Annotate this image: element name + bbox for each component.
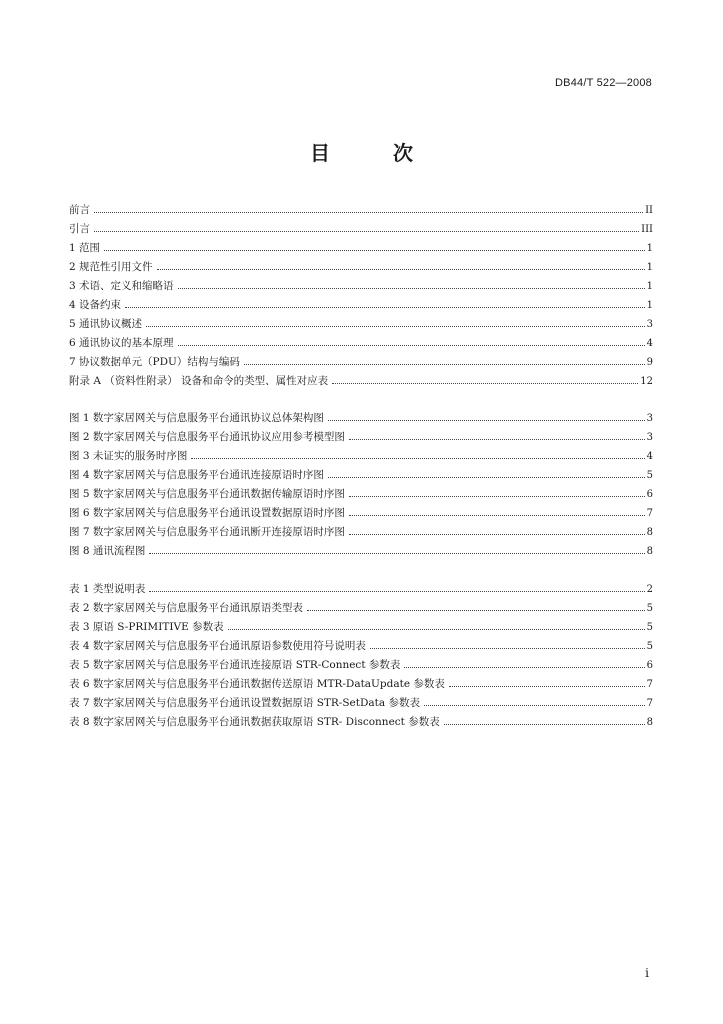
toc-entry-page: 5 xyxy=(646,641,653,652)
toc-entry-label: 3 术语、定义和缩略语 xyxy=(69,280,174,292)
page-title: 目 次 xyxy=(310,141,441,165)
toc-figure-entry[interactable] xyxy=(69,505,653,524)
toc-table-entry[interactable] xyxy=(69,714,653,733)
dot-leader xyxy=(125,307,645,308)
dot-leader xyxy=(149,553,644,554)
dot-leader xyxy=(404,667,644,668)
toc-entry-label: 2 规范性引用文件 xyxy=(69,261,153,273)
toc-figure-entry[interactable] xyxy=(69,486,653,505)
toc-entry-label: 前言 xyxy=(69,204,90,216)
toc-entry-page: 1 xyxy=(646,281,653,292)
toc-entry-label: 表 7 数字家居网关与信息服务平台通讯设置数据原语 STR-SetData 参数表 xyxy=(69,697,420,709)
dot-leader xyxy=(178,288,645,289)
toc-entry-label: 图 3 未证实的服务时序图 xyxy=(69,450,188,462)
toc-entry-label: 附录 A （资料性附录） 设备和命令的类型、属性对应表 xyxy=(69,375,329,387)
toc-entry[interactable] xyxy=(69,297,653,316)
dot-leader xyxy=(444,724,645,725)
toc-entry-label: 表 8 数字家居网关与信息服务平台通讯数据获取原语 STR- Disconnect 参数表 xyxy=(69,716,440,728)
toc-entry-page: 1 xyxy=(646,262,653,273)
toc-main-section xyxy=(69,202,653,392)
toc-entry-page: 3 xyxy=(646,413,653,424)
toc-entry-page: 7 xyxy=(646,679,653,690)
toc-entry-label: 表 2 数字家居网关与信息服务平台通讯原语类型表 xyxy=(69,602,303,614)
toc-entry-page: II xyxy=(645,205,653,216)
toc-entry-label: 表 6 数字家居网关与信息服务平台通讯数据传送原语 MTR-DataUpdate 参数表 xyxy=(69,678,445,690)
toc-entry-page: 6 xyxy=(646,489,653,500)
toc-table-entry[interactable] xyxy=(69,695,653,714)
toc-entry-page: 5 xyxy=(646,470,653,481)
toc-entry-label: 图 4 数字家居网关与信息服务平台通讯连接原语时序图 xyxy=(69,469,324,481)
toc-table-entry[interactable] xyxy=(69,581,653,600)
toc-entry-page: 6 xyxy=(646,660,653,671)
toc-entry[interactable] xyxy=(69,354,653,373)
toc-entry-page: 7 xyxy=(646,698,653,709)
toc-entry-page: 8 xyxy=(646,527,653,538)
standard-code: DB44/T 522—2008 xyxy=(555,77,652,89)
toc-tables-section xyxy=(69,581,653,733)
dot-leader xyxy=(424,705,645,706)
dot-leader xyxy=(328,420,645,421)
toc-figure-entry[interactable] xyxy=(69,543,653,562)
toc-entry-page: 1 xyxy=(646,243,653,254)
dot-leader xyxy=(349,515,645,516)
dot-leader xyxy=(191,458,644,459)
toc-entry-page: 8 xyxy=(646,717,653,728)
toc-entry[interactable] xyxy=(69,221,653,240)
toc-table-entry[interactable] xyxy=(69,676,653,695)
toc-table-entry[interactable] xyxy=(69,657,653,676)
toc-table-entry[interactable] xyxy=(69,600,653,619)
toc-entry-label: 1 范围 xyxy=(69,242,101,254)
dot-leader xyxy=(449,686,645,687)
toc-entry-label: 7 协议数据单元（PDU）结构与编码 xyxy=(69,356,240,368)
toc-entry[interactable] xyxy=(69,335,653,354)
dot-leader xyxy=(149,591,644,592)
toc-entry-page: 7 xyxy=(646,508,653,519)
toc-entry-page: 3 xyxy=(646,319,653,330)
toc-figure-entry[interactable] xyxy=(69,410,653,429)
toc-entry-label: 6 通讯协议的基本原理 xyxy=(69,337,174,349)
dot-leader xyxy=(244,364,645,365)
toc-entry[interactable] xyxy=(69,278,653,297)
toc-entry-label: 图 6 数字家居网关与信息服务平台通讯设置数据原语时序图 xyxy=(69,507,345,519)
toc-entry-label: 图 5 数字家居网关与信息服务平台通讯数据传输原语时序图 xyxy=(69,488,345,500)
toc-entry-label: 引言 xyxy=(69,223,90,235)
toc-table-entry[interactable] xyxy=(69,638,653,657)
toc-entry-label: 表 3 原语 S-PRIMITIVE 参数表 xyxy=(69,621,224,633)
dot-leader xyxy=(178,345,645,346)
toc-figures-section xyxy=(69,410,653,562)
toc-entry-page: III xyxy=(641,224,653,235)
toc-entry-label: 5 通讯协议概述 xyxy=(69,318,143,330)
toc-entry[interactable] xyxy=(69,259,653,278)
toc-entry-page: 5 xyxy=(646,603,653,614)
dot-leader xyxy=(104,250,645,251)
toc-entry-label: 表 5 数字家居网关与信息服务平台通讯连接原语 STR-Connect 参数表 xyxy=(69,659,401,671)
dot-leader xyxy=(332,383,638,384)
toc-figure-entry[interactable] xyxy=(69,448,653,467)
dot-leader xyxy=(328,477,645,478)
toc-figure-entry[interactable] xyxy=(69,467,653,486)
dot-leader xyxy=(349,534,645,535)
dot-leader xyxy=(307,610,645,611)
toc-entry-label: 表 1 类型说明表 xyxy=(69,583,146,595)
toc-entry-label: 表 4 数字家居网关与信息服务平台通讯原语参数使用符号说明表 xyxy=(69,640,366,652)
dot-leader xyxy=(157,269,645,270)
toc-figure-entry[interactable] xyxy=(69,524,653,543)
toc-entry-page: 9 xyxy=(646,357,653,368)
toc-entry-label: 图 1 数字家居网关与信息服务平台通讯协议总体架构图 xyxy=(69,412,324,424)
toc-entry[interactable] xyxy=(69,373,653,392)
toc-entry-page: 8 xyxy=(646,546,653,557)
dot-leader xyxy=(146,326,645,327)
toc-entry[interactable] xyxy=(69,316,653,335)
toc-entry-label: 图 2 数字家居网关与信息服务平台通讯协议应用参考模型图 xyxy=(69,431,345,443)
toc-entry-page: 2 xyxy=(646,584,653,595)
toc-entry-page: 12 xyxy=(640,376,653,387)
toc-entry-page: 4 xyxy=(646,451,653,462)
toc-entry-page: 3 xyxy=(646,432,653,443)
toc-entry[interactable] xyxy=(69,240,653,259)
toc-entry-page: 5 xyxy=(646,622,653,633)
page-number: i xyxy=(645,966,649,980)
dot-leader xyxy=(370,648,645,649)
dot-leader xyxy=(94,231,639,232)
toc-entry-label: 图 8 通讯流程图 xyxy=(69,545,146,557)
dot-leader xyxy=(349,496,645,497)
dot-leader xyxy=(94,212,643,213)
toc-entry-label: 图 7 数字家居网关与信息服务平台通讯断开连接原语时序图 xyxy=(69,526,345,538)
toc-figure-entry[interactable] xyxy=(69,429,653,448)
toc-entry-page: 4 xyxy=(646,338,653,349)
toc-entry-page: 1 xyxy=(646,300,653,311)
toc-table-entry[interactable] xyxy=(69,619,653,638)
dot-leader xyxy=(228,629,645,630)
dot-leader xyxy=(349,439,645,440)
toc-entry[interactable] xyxy=(69,202,653,221)
toc-entry-label: 4 设备约束 xyxy=(69,299,122,311)
